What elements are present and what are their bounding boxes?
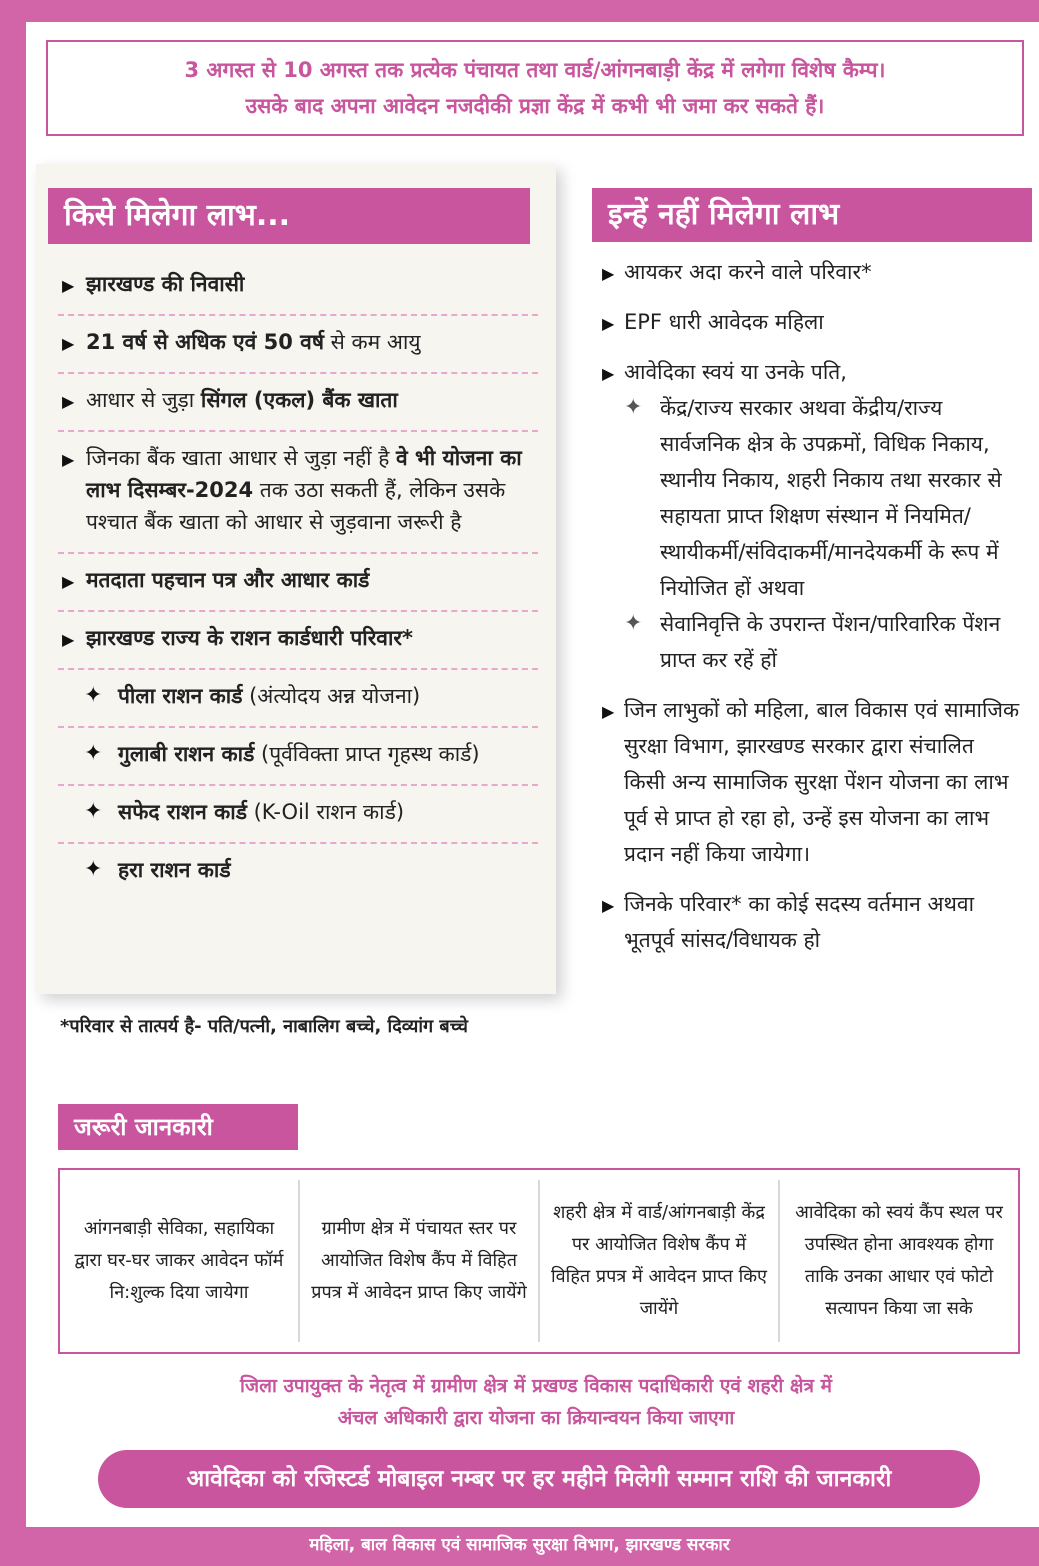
ineligibility-item-employee: ▶ आवेदिका स्वयं या उनके पति, ✦ केंद्र/राज्य सरकार अथवा केंद्रीय/राज्य सार्वजनिक क्षेत्र के उपक्रमों, विधिक निकाय, स्थानीय निकाय, शहरी निकाय तथा सरकार से सहायता प्राप्त शिक्षण संस्थान में नियमित/स्थायीकर्मी/संविदाकर्मी/मानदेयकर्मी के रूप में नियोजित हों अथवा ✦ सेवानिवृत्ति के उपरान्त पेंशन/पारिवारिक पेंशन प्राप्त कर रहें हों xyxy=(600,354,1020,678)
bullet-arrow-icon: ▶ xyxy=(602,702,615,721)
ineligibility-item-other-pension: ▶ जिन लाभुकों को महिला, बाल विकास एवं सामाजिक सुरक्षा विभाग, झारखण्ड सरकार द्वारा संचालित किसी अन्य सामाजिक सुरक्षा पेंशन योजना का लाभ पूर्व से प्राप्त हो रहा हो, उन्हें इस योजना का लाभ प्रदान नहीं किया जायेगा। xyxy=(600,692,1020,872)
bullet-arrow-icon: ▶ xyxy=(62,392,75,411)
sparkle-icon: ✦ xyxy=(624,395,643,420)
bullet-arrow-icon: ▶ xyxy=(602,264,615,283)
ration-card-yellow: ✦ पीला राशन कार्ड (अंत्योदय अन्न योजना) xyxy=(58,670,538,728)
sparkle-icon: ✦ xyxy=(84,857,103,882)
bullet-arrow-icon: ▶ xyxy=(62,572,75,591)
eligibility-list xyxy=(58,258,538,900)
bullet-arrow-icon: ▶ xyxy=(62,276,75,295)
info-cell-anganwadi: आंगनबाड़ी सेविका, सहायिका द्वारा घर-घर जाकर आवेदन फॉर्म नि:शुल्क दिया जायेगा xyxy=(60,1180,300,1342)
camp-notice xyxy=(46,40,1024,136)
info-cell-presence: आवेदिका को स्वयं कैंप स्थल पर उपस्थित होना आवश्यक होगा ताकि उनका आधार एवं फोटो सत्यापन किया जा सके xyxy=(795,1202,1003,1319)
bullet-arrow-icon: ▶ xyxy=(602,896,615,915)
eligibility-panel xyxy=(36,164,556,994)
bullet-arrow-icon: ▶ xyxy=(602,364,615,383)
eligibility-item-resident xyxy=(58,258,538,316)
eligibility-item-bold: झारखण्ड की निवासी xyxy=(86,272,245,296)
eligibility-item-bank-unlinked: ▶ जिनका बैंक खाता आधार से जुड़ा नहीं है वे भी योजना का लाभ दिसम्बर-2024 तक उठा सकती हैं, लेकिन उसके पश्चात बैंक खाता को आधार से जुड़वाना जरूरी है xyxy=(58,432,538,554)
eligibility-item-ration xyxy=(58,612,538,670)
page-content xyxy=(26,22,1039,1527)
eligibility-item-age: ▶ 21 वर्ष से अधिक एवं 50 वर्ष से कम आयु xyxy=(58,316,538,374)
eligibility-item-bank: ▶ आधार से जुड़ा सिंगल (एकल) बैंक खाता xyxy=(58,374,538,432)
eligibility-item-bold: सिंगल (एकल) बैंक खाता xyxy=(200,388,398,412)
bullet-arrow-icon: ▶ xyxy=(62,334,75,353)
ration-card-white: ✦ सफेद राशन कार्ड (K-Oil राशन कार्ड) xyxy=(58,786,538,844)
eligibility-item-bold: 21 वर्ष से अधिक एवं 50 वर्ष xyxy=(86,330,324,354)
sparkle-icon: ✦ xyxy=(624,611,643,636)
ineligibility-item-epf: ▶ EPF धारी आवेदक महिला xyxy=(600,304,1020,340)
ineligibility-item-mp-mla: ▶ जिनके परिवार* का कोई सदस्य वर्तमान अथवा भूतपूर्व सांसद/विधायक हो xyxy=(600,886,1020,958)
family-definition-note: *परिवार से तात्पर्य है- पति/पत्नी, नाबालिग बच्चे, दिव्यांग बच्चे xyxy=(60,1016,468,1037)
camp-notice-line-1: 3 अगस्त से 10 अगस्त तक प्रत्येक पंचायत तथा वार्ड/आंगनबाड़ी केंद्र में लगेगा विशेष कैम्प। xyxy=(184,58,886,82)
ineligibility-subitem-pension: ✦ सेवानिवृत्ति के उपरान्त पेंशन/पारिवारिक पेंशन प्राप्त कर रहें हों xyxy=(624,606,1020,678)
eligibility-title: किसे मिलेगा लाभ... xyxy=(48,188,530,244)
eligibility-item-bold: वे भी योजना का लाभ दिसम्बर-2024 xyxy=(86,446,522,502)
sparkle-icon: ✦ xyxy=(84,799,103,824)
essential-info-title: जरूरी जानकारी xyxy=(58,1104,298,1150)
camp-notice-line-2: उसके बाद अपना आवेदन नजदीकी प्रज्ञा केंद्र में कभी भी जमा कर सकते हैं। xyxy=(245,94,825,118)
eligibility-item-id xyxy=(58,554,538,612)
info-cell-urban: शहरी क्षेत्र में वार्ड/आंगनबाड़ी केंद्र पर आयोजित विशेष कैंप में विहित प्रपत्र में आवेदन प्राप्त किए जायेंगे xyxy=(540,1180,780,1342)
sparkle-icon: ✦ xyxy=(84,741,103,766)
bullet-arrow-icon: ▶ xyxy=(62,450,75,469)
implementation-note: जिला उपायुक्त के नेतृत्व में ग्रामीण क्षेत्र में प्रखण्ड विकास पदाधिकारी एवं शहरी क्षेत्र में अंचल अधिकारी द्वारा योजना का क्रियान्वयन किया जाएगा xyxy=(240,1375,832,1429)
essential-info-box xyxy=(58,1168,1020,1354)
bullet-arrow-icon: ▶ xyxy=(602,314,615,333)
sparkle-icon: ✦ xyxy=(84,683,103,708)
ineligibility-list xyxy=(600,254,1020,972)
eligibility-item-bold: मतदाता पहचान पत्र और आधार कार्ड xyxy=(86,568,370,592)
ineligibility-title: इन्हें नहीं मिलेगा लाभ xyxy=(592,188,1032,242)
ineligibility-subitem-employed: ✦ केंद्र/राज्य सरकार अथवा केंद्रीय/राज्य सार्वजनिक क्षेत्र के उपक्रमों, विधिक निकाय, स्थानीय निकाय, शहरी निकाय तथा सरकार से सहायता प्राप्त शिक्षण संस्थान में नियमित/स्थायीकर्मी/संविदाकर्मी/मानदेयकर्मी के रूप में नियोजित हों अथवा xyxy=(624,390,1020,606)
ration-card-green: ✦ हरा राशन कार्ड xyxy=(58,844,538,900)
ration-card-pink: ✦ गुलाबी राशन कार्ड (पूर्वविक्ता प्राप्त गृहस्थ कार्ड) xyxy=(58,728,538,786)
info-cell-rural: ग्रामीण क्षेत्र में पंचायत स्तर पर आयोजित विशेष कैंप में विहित प्रपत्र में आवेदन प्राप्त किए जायेंगे xyxy=(300,1180,540,1342)
department-footer: महिला, बाल विकास एवं सामाजिक सुरक्षा विभाग, झारखण्ड सरकार xyxy=(309,1535,730,1555)
bullet-arrow-icon: ▶ xyxy=(62,630,75,649)
ineligibility-item-taxpayer: ▶ आयकर अदा करने वाले परिवार* xyxy=(600,254,1020,290)
sms-info-banner: आवेदिका को रजिस्टर्ड मोबाइल नम्बर पर हर महीने मिलेगी सम्मान राशि की जानकारी xyxy=(98,1450,980,1508)
eligibility-item-bold: झारखण्ड राज्य के राशन कार्डधारी परिवार* xyxy=(86,626,413,650)
